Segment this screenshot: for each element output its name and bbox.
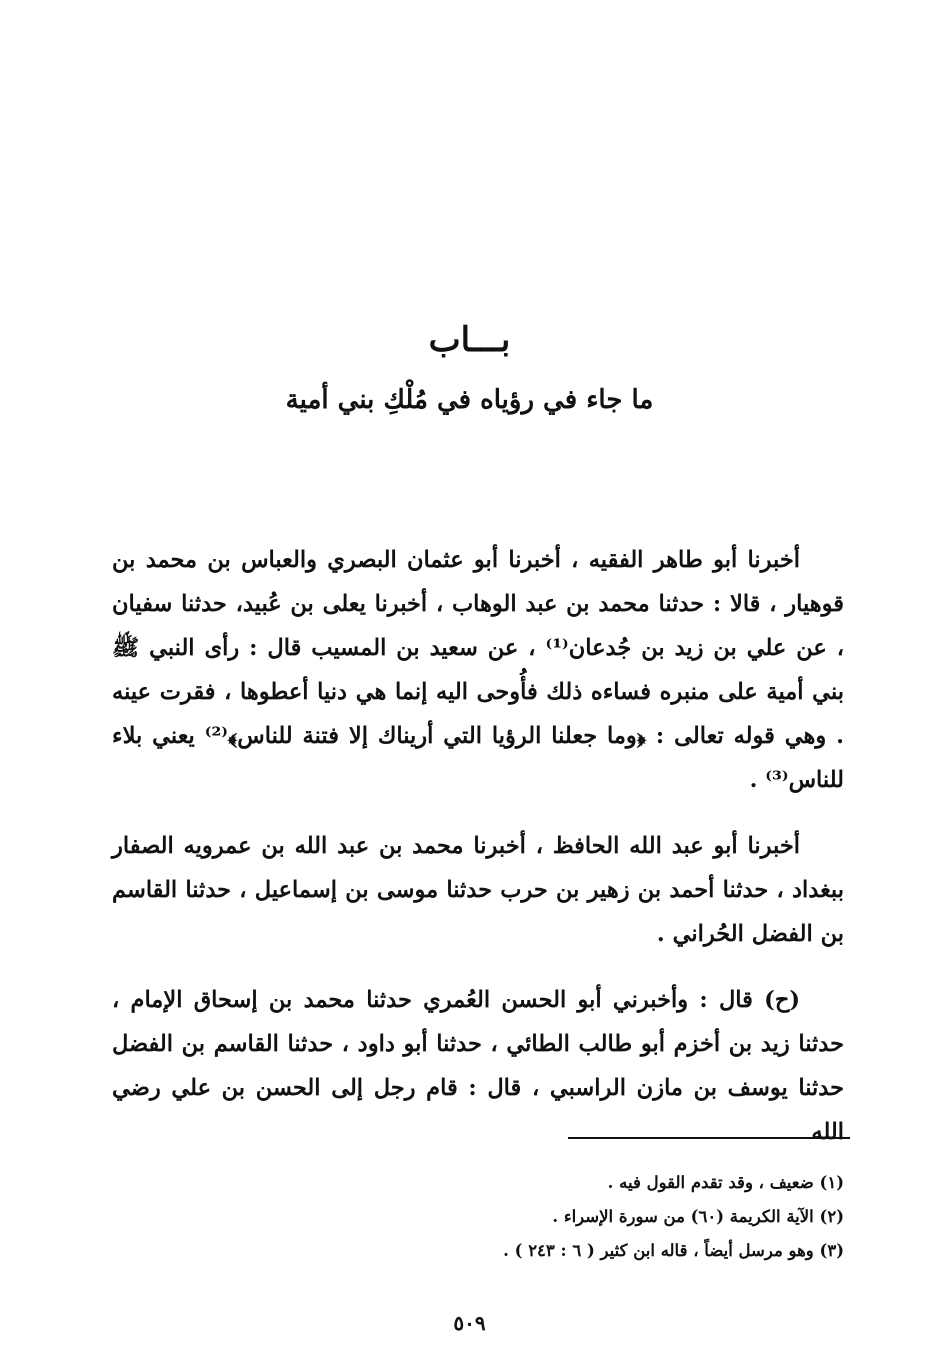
paragraph-2: أخبرنا أبو عبد الله الحافظ ، أخبرنا محمد بن عبد الله بن عمرويه الصفار ببغداد ، حدثنا أحمد بن زهير بن حرب حدثنا موسى بن إسماعيل ، حدثنا القاسم بن الفضل الحُراني . [112,833,844,947]
footnote-1: (١) ضعيف ، وقد تقدم القول فيه . [607,1173,844,1192]
paragraph-3: (ح) قال : وأخبرني أبو الحسن العُمري حدثنا محمد بن إسحاق الإمام ، حدثنا زيد بن أخزم أبو طالب الطائي ، حدثنا أبو داود ، حدثنا القاسم بن الفضل حدثنا يوسف بن مازن الراسبي ، قال : قام رجل إلى الحسن بن علي رضي الله [112,987,844,1145]
footnote-divider [568,1137,850,1139]
paragraph-1: أخبرنا أبو طاهر الفقيه ، أخبرنا أبو عثمان البصري والعباس بن محمد بن قوهيار ، قالا : حدثنا محمد بن عبد الوهاب ، أخبرنا يعلى بن عُبيد، حدثنا سفيان ، عن علي بن زيد بن جُدعان⁽¹⁾ ، عن سعيد بن المسيب قال : رأى النبي ﷺ بني أمية على منبره فساءه ذلك فأُوحى اليه إنما هي دنيا أعطوها ، فقرت عينه . وهي قوله تعالى : ﴿وما جعلنا الرؤيا التي أريناك إلا فتنة للناس﴾⁽²⁾ يعني بلاء للناس⁽³⁾ . [112,547,845,793]
footnotes [112,1166,844,1268]
page-number: ٥٠٩ [453,1311,486,1335]
footnote-2: (٢) الآية الكريمة (٦٠) من سورة الإسراء . [552,1207,844,1226]
chapter-heading: بـــاب [428,320,511,360]
footnote-3: (٣) وهو مرسل أيضاً ، قاله ابن كثير ( ٦ : ٢٤٣ ) . [503,1241,844,1260]
body-text [112,538,844,1176]
chapter-subtitle: ما جاء في رؤياه في مُلْكِ بني أمية [285,385,654,415]
